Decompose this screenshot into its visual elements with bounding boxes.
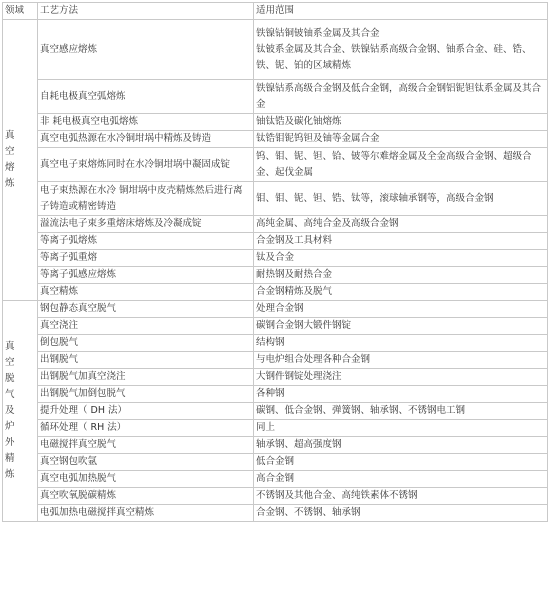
scope-cell: 钼、钼、铌、钽、锆、钛等，滚球轴承钢等，高级合金钢 [254, 182, 548, 216]
scope-cell: 铁镍钴铜铍铀系金属及其合金 钛铍系金属及其合金、铁镍钴系高级合金钢、铀系合金、硅、锆、铁、铌、铂的区域精炼 [254, 20, 548, 80]
table-row [3, 318, 548, 335]
method-cell: 出钢脱气 [38, 352, 254, 369]
scope-cell: 高纯金属、高纯合金及高级合金钢 [254, 216, 548, 233]
header-method: 工艺方法 [38, 3, 254, 20]
method-cell: 真空电弧加热脱气 [38, 471, 254, 488]
method-cell: 非 耗电极真空电弧熔炼 [38, 114, 254, 131]
domain-cell [3, 301, 38, 522]
header-row [3, 3, 548, 20]
domain-cell [3, 20, 38, 301]
method-cell: 等离子弧重熔 [38, 250, 254, 267]
table-row [3, 131, 548, 148]
method-cell: 真空钢包吹氩 [38, 454, 254, 471]
scope-cell: 耐热钢及耐热合金 [254, 267, 548, 284]
table-row [3, 233, 548, 250]
method-cell: 倒包脱气 [38, 335, 254, 352]
method-cell: 真空电子束熔炼同时在水冷铜坩埚中凝固成锭 [38, 148, 254, 182]
method-cell: 钢包静态真空脱气 [38, 301, 254, 318]
table-row [3, 488, 548, 505]
table-row [3, 182, 548, 216]
method-cell: 电磁搅拌真空脱气 [38, 437, 254, 454]
scope-cell: 合金钢、不锈钢、轴承钢 [254, 505, 548, 522]
scope-cell: 碳钢、低合金钢、弹簧钢、轴承钢、不锈钢电工钢 [254, 403, 548, 420]
table-row [3, 352, 548, 369]
scope-cell: 铀钛锆及碳化铀熔炼 [254, 114, 548, 131]
scope-cell: 与电炉组合处理各种合金钢 [254, 352, 548, 369]
scope-cell: 轴承钢、超高强度钢 [254, 437, 548, 454]
table-row [3, 420, 548, 437]
table-row [3, 454, 548, 471]
method-cell: 循环处理（ RH 法） [38, 420, 254, 437]
table-row [3, 505, 548, 522]
scope-cell: 同上 [254, 420, 548, 437]
table-row [3, 114, 548, 131]
table-row [3, 369, 548, 386]
method-cell: 电子束热源在水冷 铜坩埚中皮壳精炼然后进行离子铸造或精密铸造 [38, 182, 254, 216]
table-row [3, 284, 548, 301]
method-cell: 提升处理（ DH 法） [38, 403, 254, 420]
method-cell: 真空感应熔炼 [38, 20, 254, 80]
method-cell: 出钢脱气加倒包脱气 [38, 386, 254, 403]
scope-cell: 合金钢精炼及脱气 [254, 284, 548, 301]
table-row [3, 148, 548, 182]
domain-label: 真空熔炼 [5, 130, 15, 189]
scope-cell: 大钢件钢锭处理浇注 [254, 369, 548, 386]
table-row [3, 216, 548, 233]
domain-label: 真空脱气及炉外精炼 [5, 341, 15, 480]
method-cell: 电弧加热电磁搅拌真空精炼 [38, 505, 254, 522]
scope-cell: 钛锆钼铌钨钽及铀等金属合金 [254, 131, 548, 148]
scope-cell: 钨、钼、铌、钽、铪、铍等尔难熔金属及全金高级合金钢、超级合金、起伐金属 [254, 148, 548, 182]
table-row [3, 437, 548, 454]
scope-cell: 钛及合金 [254, 250, 548, 267]
scope-cell: 处理合金钢 [254, 301, 548, 318]
process-table-body [3, 3, 548, 522]
method-cell: 溢流法电子束多重熔床熔炼及冷凝成锭 [38, 216, 254, 233]
method-cell: 自耗电极真空弧熔炼 [38, 80, 254, 114]
header-domain: 领域 [3, 3, 38, 20]
table-row [3, 403, 548, 420]
scope-cell: 不锈钢及其他合金、高纯铁素体不锈钢 [254, 488, 548, 505]
method-cell: 真空吹氧脱碳精炼 [38, 488, 254, 505]
scope-cell: 结构钢 [254, 335, 548, 352]
method-cell: 出钢脱气加真空浇注 [38, 369, 254, 386]
method-cell: 真空精炼 [38, 284, 254, 301]
scope-cell: 碳钢合金钢大锻件钢锭 [254, 318, 548, 335]
scope-cell: 合金钢及工具材料 [254, 233, 548, 250]
table-row [3, 267, 548, 284]
scope-cell: 各种钢 [254, 386, 548, 403]
table-row [3, 301, 548, 318]
table-row [3, 250, 548, 267]
table-row [3, 335, 548, 352]
process-table [2, 2, 548, 522]
table-row [3, 386, 548, 403]
table-row [3, 20, 548, 80]
table-row [3, 80, 548, 114]
method-cell: 等离子弧感应熔炼 [38, 267, 254, 284]
scope-cell: 低合金钢 [254, 454, 548, 471]
method-cell: 真空浇注 [38, 318, 254, 335]
header-scope: 适用范围 [254, 3, 548, 20]
scope-cell: 高合金钢 [254, 471, 548, 488]
table-row [3, 471, 548, 488]
scope-cell: 铁镍钴系高级合金钢及低合金钢，高级合金钢铝铌钽钛系金属及其合金 [254, 80, 548, 114]
method-cell: 真空电弧热源在水冷铜坩埚中精炼及铸造 [38, 131, 254, 148]
method-cell: 等离子弧熔炼 [38, 233, 254, 250]
